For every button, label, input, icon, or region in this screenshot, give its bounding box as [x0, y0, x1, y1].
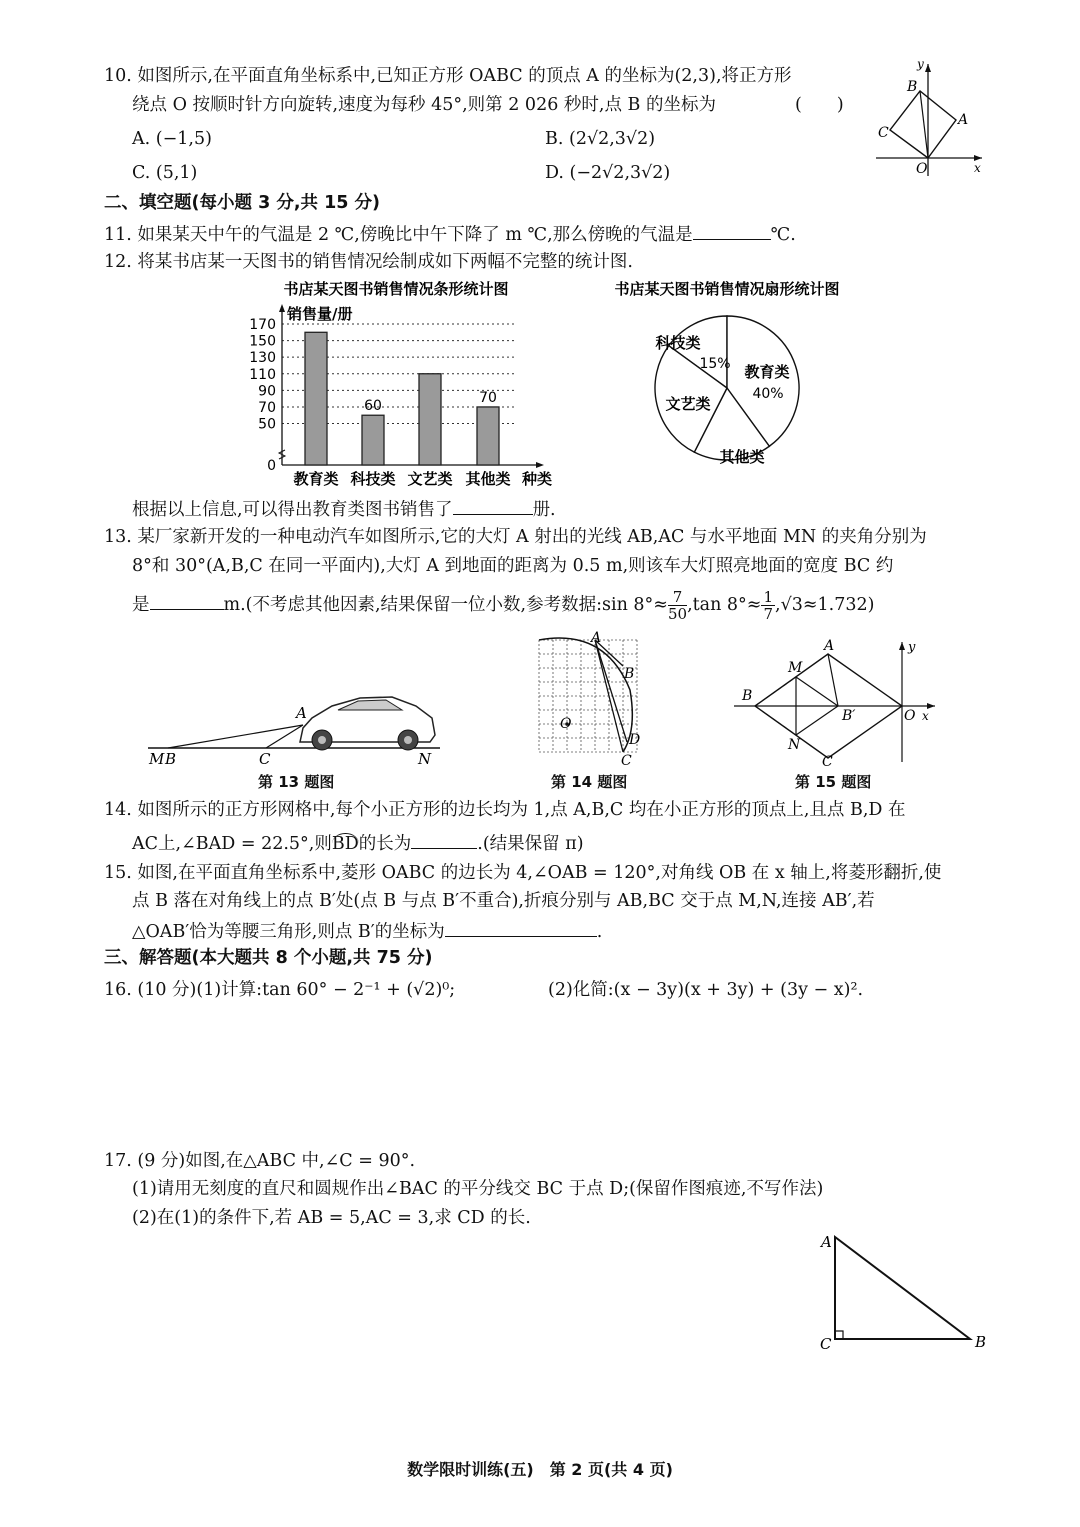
q15-label-y: y: [908, 640, 916, 655]
q10-label-o: O: [916, 161, 928, 177]
q14-line2-end: .(结果保留 π): [477, 834, 584, 854]
q12-after: [132, 496, 556, 522]
q15-line3-prefix: △OAB′恰为等腰三角形,则点 B′的坐标为: [132, 922, 445, 942]
q14-line2-prefix: AC上,∠BAD = 22.5°,则: [132, 834, 332, 854]
q10-label-x: x: [974, 161, 981, 175]
q11-question: 11. 如果某天中午的气温是 2 ℃,傍晚比中午下降了 m ℃,那么傍晚的气温是: [104, 225, 693, 245]
q13-line3: [132, 588, 874, 622]
q17-triangle-figure: [815, 1225, 995, 1355]
q15-answer-blank[interactable]: [445, 918, 597, 937]
bar-ytick-label: 50: [258, 416, 276, 433]
bar-0: [305, 332, 327, 465]
q13-fraction-tan: [761, 589, 775, 622]
bar-category-label: 科技类: [350, 470, 396, 488]
fig13-caption: 第 13 题图: [258, 773, 335, 791]
q12-answer-blank[interactable]: [453, 496, 533, 515]
q14-line1: 14. 如图所示的正方形网格中,每个小正方形的边长均为 1,点 A,B,C 均在小正方形的顶点上,且点 B,D 在: [104, 800, 906, 820]
q15-label-b: B: [742, 688, 753, 704]
q17-line1: 17. (9 分)如图,在△ABC 中,∠C = 90°.: [104, 1151, 416, 1171]
q13-label-b: B: [165, 750, 177, 768]
bar-ytick-label: 150: [249, 333, 276, 350]
q17-line3: (2)在(1)的条件下,若 AB = 5,AC = 3,求 CD 的长.: [132, 1208, 531, 1228]
q12-after-text: 根据以上信息,可以得出教育类图书销售了: [132, 500, 453, 520]
bar-data-label: 70: [479, 389, 497, 406]
pie-label-other: 其他类: [719, 448, 765, 466]
q12-unit: 册.: [532, 500, 556, 520]
bar-ytick-label: 0: [267, 458, 276, 474]
bar-chart-ylabel: 销售量/册: [287, 305, 353, 323]
q15-label-bprime: B′: [842, 708, 856, 724]
q13-car-figure: [140, 680, 460, 770]
q13-frac2-num: 1: [763, 588, 774, 606]
q15-line2: 点 B 落在对角线上的点 B′处(点 B 与点 B′不重合),折痕分别与 AB,BC 交于点 M,N,连接 AB′,若: [132, 891, 875, 911]
q13-answer-blank[interactable]: [150, 591, 224, 610]
q10-line2: 绕点 O 按顺时针方向旋转,速度为每秒 45°,则第 2 026 秒时,点 B 的坐标为: [132, 95, 716, 115]
q14-arc-bd: BD: [331, 834, 359, 854]
q13-frac1-num: 7: [668, 589, 687, 606]
q16-part2: (2)化简:(x − 3y)(x + 3y) + (3y − x)².: [548, 980, 864, 1000]
q15-label-o: O: [904, 708, 916, 724]
q13-line3-end: ,√3≈1.732): [775, 595, 875, 615]
q13-label-n: N: [418, 750, 432, 768]
bar-1: [362, 415, 384, 465]
q11-unit: ℃.: [770, 225, 796, 245]
q13-line2: 8°和 30°(A,B,C 在同一平面内),大灯 A 到地面的距离为 0.5 m,则该车大灯照亮地面的宽度 BC 约: [132, 556, 894, 576]
fig14-caption: 第 14 题图: [551, 773, 628, 791]
q15-label-c: C: [822, 754, 833, 768]
q10-option-a: A. (−1,5): [132, 129, 212, 149]
q13-line1: 13. 某厂家新开发的一种电动汽车如图所示,它的大灯 A 射出的光线 AB,AC 与水平地面 MN 的夹角分别为: [104, 527, 927, 547]
q10-square-figure: [870, 58, 990, 183]
q10-label-y: y: [917, 58, 924, 71]
q15-line3: [132, 918, 602, 944]
q14-label-b: B: [624, 666, 635, 682]
q17-label-c: C: [820, 1335, 832, 1353]
q10-label-c: C: [878, 125, 889, 141]
q13-label-a: A: [296, 704, 307, 722]
pie-label-education: 教育类: [744, 363, 790, 381]
q13-frac2-den: 7: [763, 605, 774, 623]
pie-label-literature: 文艺类: [665, 395, 711, 413]
q13-line3-mid: m.(不考虑其他因素,结果保留一位小数,参考数据:sin 8°≈: [223, 595, 668, 615]
bar-x-axis-arrow: [536, 462, 544, 468]
bar-y-axis-arrow: [279, 304, 285, 312]
q14-label-c: C: [621, 753, 632, 769]
bar-2: [419, 374, 441, 465]
pie-percent-science: 15%: [699, 356, 731, 372]
q14-line2: [132, 830, 584, 856]
bar-ytick-label: 90: [258, 383, 276, 400]
q14-answer-blank[interactable]: [411, 830, 477, 849]
section-solve-heading: 三、解答题(本大题共 8 个小题,共 75 分): [104, 948, 433, 968]
q10-option-d: D. (−2√2,3√2): [545, 163, 671, 183]
pie-chart-title: 书店某天图书销售情况扇形统计图: [614, 280, 840, 298]
q14-label-a: A: [591, 630, 602, 646]
q13-fraction-sin: [668, 589, 687, 622]
q13-tan-text: ,tan 8°≈: [687, 595, 762, 615]
q15-line3-end: .: [596, 922, 603, 942]
bar-category-label: 其他类: [465, 470, 511, 488]
q15-line1: 15. 如图,在平面直角坐标系中,菱形 OABC 的边长为 4,∠OAB = 120°,对角线 OB 在 x 轴上,将菱形翻折,使: [104, 863, 942, 883]
q10-label-a: A: [958, 112, 969, 128]
q15-label-x: x: [922, 709, 929, 723]
q10-option-b: B. (2√2,3√2): [545, 129, 656, 149]
q13-line3-prefix: 是: [132, 595, 150, 615]
bar-category-label: 教育类: [293, 470, 339, 488]
q13-label-m: M: [149, 750, 165, 768]
q17-label-b: B: [975, 1333, 987, 1351]
q17-line2: (1)请用无刻度的直尺和圆规作出∠BAC 的平分线交 BC 于点 D;(保留作图痕迹,不写作法): [132, 1179, 824, 1199]
q10-answer-paren: ( ): [795, 95, 844, 115]
bar-axis-break: [279, 450, 285, 459]
q11-text: [104, 221, 796, 247]
q13-label-c: C: [259, 750, 271, 768]
q10-label-b: B: [907, 79, 918, 95]
q15-label-a: A: [824, 638, 835, 654]
q15-rhombus-figure: [730, 636, 950, 768]
pie-chart: [590, 272, 880, 492]
fig15-caption: 第 15 题图: [795, 773, 872, 791]
page-footer: 数学限时训练(五) 第 2 页(共 4 页): [407, 1460, 673, 1479]
section-fill-in-heading: 二、填空题(每小题 3 分,共 15 分): [104, 193, 381, 213]
q15-label-n: N: [788, 737, 801, 753]
q14-grid-figure: [525, 630, 655, 770]
bar-chart: [240, 272, 570, 492]
bar-chart-xlabel: 种类: [522, 470, 553, 488]
bar-category-label: 文艺类: [407, 470, 453, 488]
q16-part1: 16. (10 分)(1)计算:tan 60° − 2⁻¹ + (√2)⁰;: [104, 980, 456, 1000]
q11-answer-blank[interactable]: [693, 221, 771, 240]
q15-label-m: M: [788, 660, 803, 676]
q17-label-a: A: [821, 1233, 832, 1251]
q14-label-o: O: [560, 716, 572, 732]
bar-ytick-label: 170: [249, 317, 276, 333]
pie-label-science: 科技类: [655, 334, 701, 352]
q10-option-c: C. (5,1): [132, 163, 198, 183]
bar-data-label: 60: [364, 398, 382, 415]
bar-ytick-label: 110: [249, 366, 276, 383]
q12-text: 12. 将某书店某一天图书的销售情况绘制成如下两幅不完整的统计图.: [104, 252, 633, 272]
q14-label-d: D: [629, 732, 641, 748]
q13-frac1-den: 50: [667, 605, 688, 623]
bar-ytick-label: 70: [258, 399, 276, 416]
q10-line1: 10. 如图所示,在平面直角坐标系中,已知正方形 OABC 的顶点 A 的坐标为(2,3),将正方形: [104, 66, 792, 86]
bar-ytick-label: 130: [249, 350, 276, 367]
bar-chart-title: 书店某天图书销售情况条形统计图: [283, 280, 509, 298]
q14-line2-suffix: 的长为: [358, 834, 412, 854]
pie-percent-education: 40%: [752, 386, 784, 402]
bar-3: [477, 407, 499, 465]
